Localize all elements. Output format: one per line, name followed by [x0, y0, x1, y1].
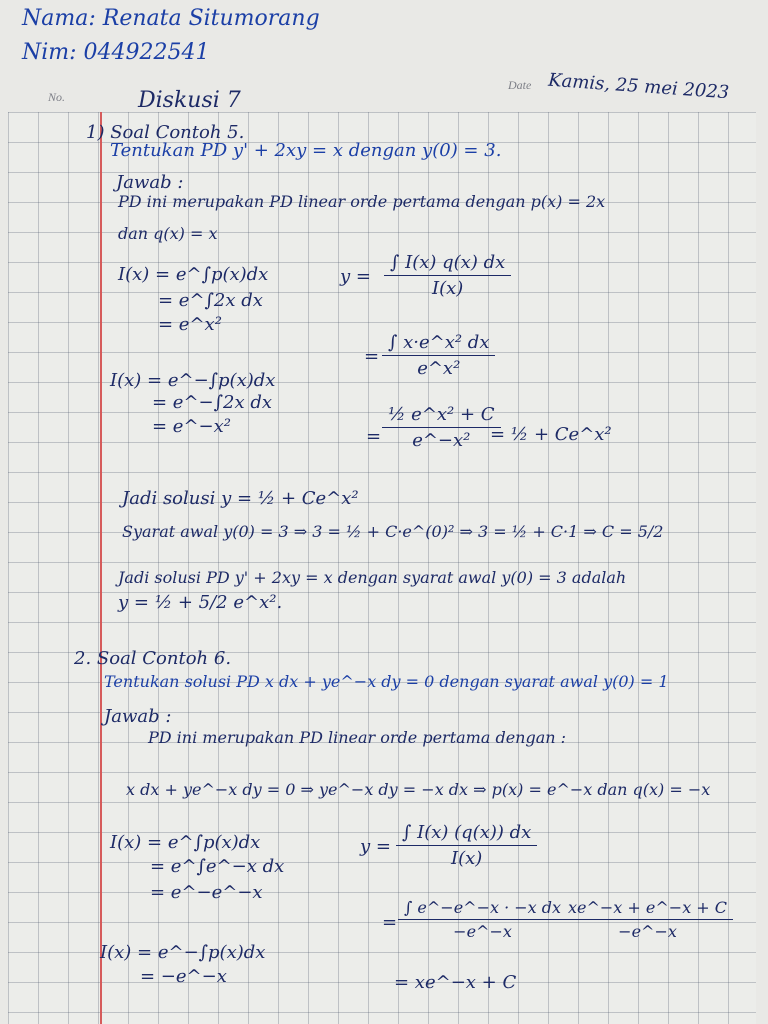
s1-integrating-factor-6: = e^−x² [152, 416, 231, 437]
s1-integrating-factor-5: = e^−∫2x dx [152, 392, 272, 413]
s1-step1-equals: = [364, 346, 380, 367]
s2-integrating-factor-2: = e^∫e^−x dx [150, 856, 285, 877]
s2-y-formula [396, 822, 537, 869]
s2-step1-result-numerator: xe^−x + e^−x + C [562, 898, 733, 920]
s1-step2-denominator: e^−x² [412, 430, 471, 451]
section2-equation: x dx + ye^−x dy = 0 ⇒ ye^−x dy = −x dx ⇒ p(x) = e^−x dan q(x) = −x [126, 780, 711, 799]
student-nim: Nim: 044922541 [22, 40, 210, 65]
section1-heading: 1) Soal Contoh 5. [86, 122, 245, 143]
section2-problem: Tentukan solusi PD x dx + ye^−x dy = 0 dengan syarat awal y(0) = 1 [104, 672, 669, 691]
s1-integrating-factor-1: I(x) = e^∫p(x)dx [118, 264, 269, 285]
s1-step1 [382, 332, 495, 379]
margin-line [100, 112, 102, 1024]
section1-line1: PD ini merupakan PD linear orde pertama dengan p(x) = 2x [118, 192, 606, 211]
date-value: Kamis, 25 mei 2023 [547, 69, 730, 104]
s1-y-denominator: I(x) [431, 278, 464, 299]
s1-final-solution: y = ½ + 5/2 e^x². [118, 592, 283, 613]
s1-integrating-factor-2: = e^∫2x dx [158, 290, 263, 311]
page-title: Diskusi 7 [138, 88, 241, 113]
s1-integrating-factor-3: = e^x² [158, 314, 222, 335]
s1-integrating-factor-4: I(x) = e^−∫p(x)dx [110, 370, 276, 391]
s2-step1-result [562, 898, 733, 941]
s1-general-solution: Jadi solusi y = ½ + Ce^x² [122, 488, 359, 509]
s1-y-equals: y = [340, 266, 371, 287]
s2-y-numerator: ∫ I(x) (q(x)) dx [396, 822, 537, 846]
s1-step1-numerator: ∫ x·e^x² dx [382, 332, 495, 356]
s2-step1 [398, 898, 567, 941]
no-label: No. [48, 90, 66, 104]
s1-y-numerator: ∫ I(x) q(x) dx [384, 252, 511, 276]
date-label: Date [508, 78, 532, 92]
s2-integrating-factor-5: = −e^−x [140, 966, 227, 987]
section1-problem: Tentukan PD y' + 2xy = x dengan y(0) = 3. [110, 140, 502, 161]
s1-conclusion: Jadi solusi PD y' + 2xy = x dengan syarat awal y(0) = 3 adalah [118, 568, 627, 587]
s1-y-formula [384, 252, 511, 299]
s1-step2-numerator: ½ e^x² + C [382, 404, 501, 428]
s2-step1-equals: = [382, 912, 398, 933]
section2-answer-label: Jawab : [104, 706, 172, 727]
s1-step2-equals: = [366, 426, 382, 447]
s2-step1-denominator: −e^−x [453, 922, 512, 941]
s2-y-denominator: I(x) [450, 848, 483, 869]
student-name: Nama: Renata Situmorang [22, 6, 320, 31]
s2-integrating-factor-4: I(x) = e^−∫p(x)dx [100, 942, 266, 963]
s2-y-equals: y = [360, 836, 391, 857]
s1-step1-denominator: e^x² [417, 358, 461, 379]
s1-step2-result: = ½ + Ce^x² [490, 424, 612, 445]
section2-heading: 2. Soal Contoh 6. [74, 648, 232, 669]
section1-line2: dan q(x) = x [118, 224, 218, 243]
s2-integrating-factor-1: I(x) = e^∫p(x)dx [110, 832, 261, 853]
section1-answer-label: Jawab : [116, 172, 184, 193]
s2-step1-numerator: ∫ e^−e^−x · −x dx [398, 898, 567, 920]
s1-step2 [382, 404, 501, 451]
s2-step1-result-denominator: −e^−x [618, 922, 677, 941]
s1-initial-condition: Syarat awal y(0) = 3 ⇒ 3 = ½ + C·e^(0)² ⇒ 3 = ½ + C·1 ⇒ C = 5/2 [122, 522, 664, 541]
section2-line1: PD ini merupakan PD linear orde pertama dengan : [148, 728, 567, 747]
s2-integrating-factor-3: = e^−e^−x [150, 882, 263, 903]
s2-step2: = xe^−x + C [394, 972, 517, 993]
